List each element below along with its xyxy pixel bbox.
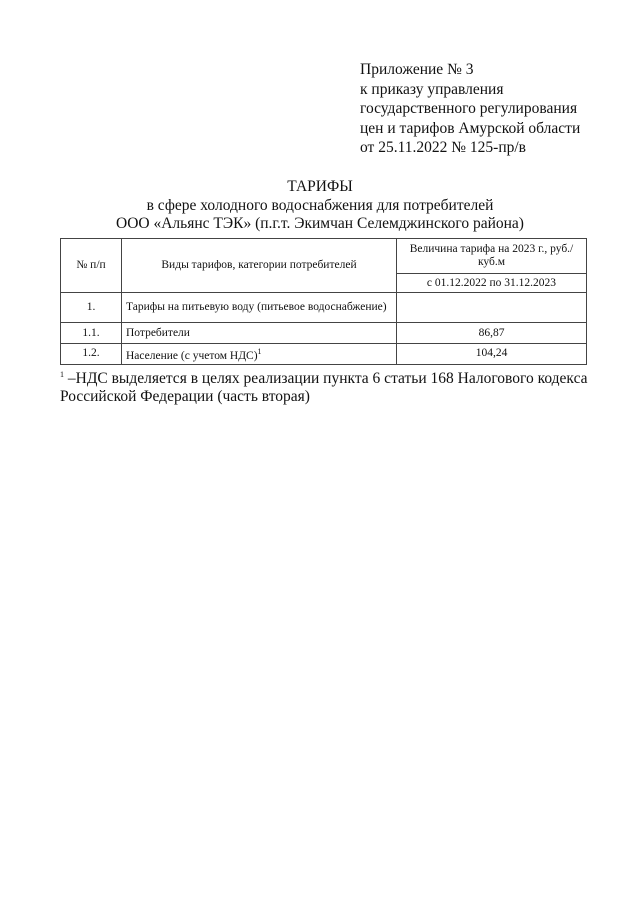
title-line: в сфере холодного водоснабжения для потребителей — [146, 196, 494, 214]
appendix-header — [360, 60, 580, 158]
row-value: 104,24 — [397, 344, 587, 365]
header-line: государственного регулирования — [360, 100, 578, 117]
header-line: к приказу управления — [360, 80, 504, 98]
footnote-mark: 1 — [60, 370, 64, 379]
footnote-ref: 1 — [257, 347, 262, 356]
header-line: от 25.11.2022 № 125-пр/в — [360, 139, 526, 156]
row-value: 86,87 — [397, 323, 587, 344]
row-num: 1.1. — [61, 323, 122, 344]
row-name: Тарифы на питьевую воду (питьевое водоснабжение) — [122, 293, 397, 323]
table-row — [61, 323, 587, 344]
row-value — [397, 293, 587, 323]
header-value: Величина тарифа на 2023 г., руб./куб.м — [397, 239, 587, 274]
title-main: ТАРИФЫ — [287, 178, 353, 195]
row-num: 1.2. — [61, 344, 122, 365]
document-title — [0, 178, 640, 234]
row-name — [122, 344, 397, 365]
header-line: Приложение № 3 — [360, 61, 474, 78]
row-name: Потребители — [122, 323, 397, 344]
title-line: ООО «Альянс ТЭК» (п.г.т. Экимчан Селемджинского района) — [116, 215, 524, 232]
row-name-text: Население (с учетом НДС) — [126, 349, 258, 362]
header-type: Виды тарифов, категории потребителей — [122, 239, 397, 293]
tariff-table — [60, 238, 587, 365]
footnote — [60, 366, 620, 406]
table-row — [61, 344, 587, 365]
header-period: с 01.12.2022 по 31.12.2023 — [397, 274, 587, 293]
header-num: № п/п — [61, 239, 122, 293]
table-row — [61, 293, 587, 323]
row-num: 1. — [61, 293, 122, 323]
header-line: цен и тарифов Амурской области — [360, 119, 581, 137]
footnote-text: –НДС выделяется в целях реализации пункта 6 статьи 168 Налогового кодекса Российской Федерации (часть вторая) — [60, 370, 588, 406]
